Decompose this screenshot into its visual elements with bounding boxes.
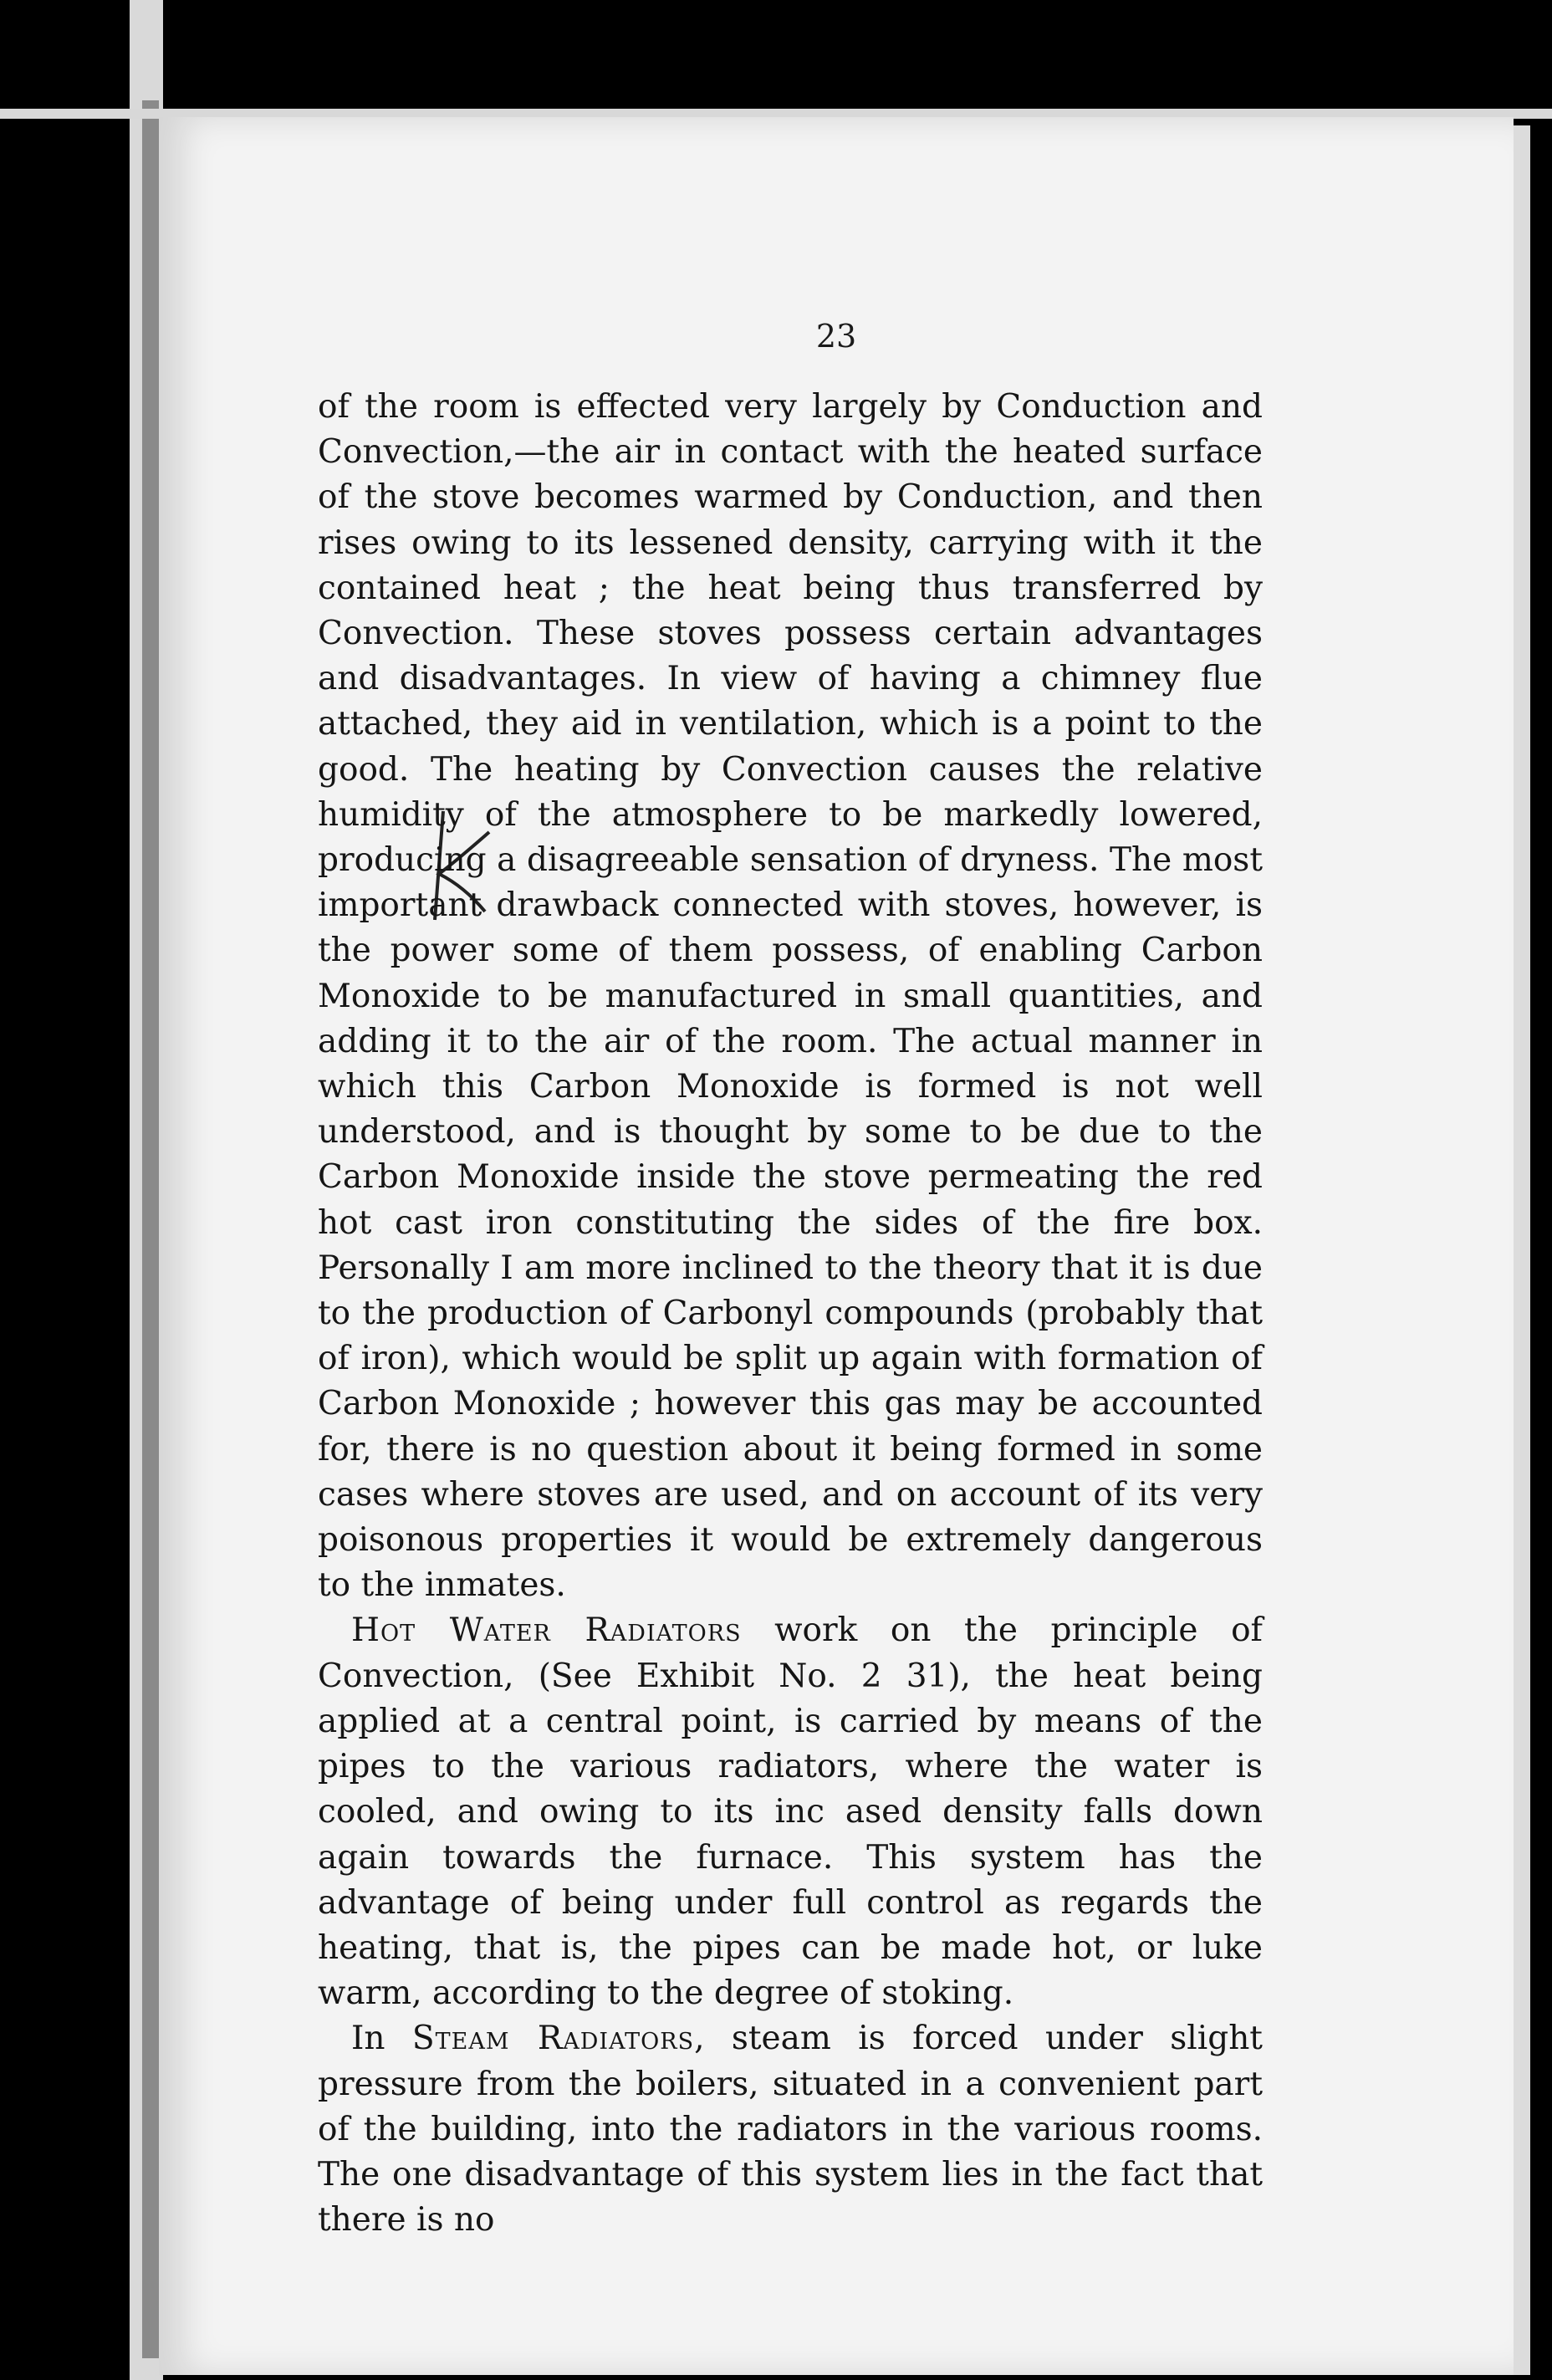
paragraph-text: , steam is forced under slight pressure from the boilers, situated in a convenient part of the building, into the radiators in the various rooms. The one disadvantage of this system lies in the fact that there is no — [318, 2020, 1263, 2240]
paragraph-prefix: In — [351, 2020, 412, 2058]
book-page — [159, 117, 1514, 2375]
paragraph-text: of the room is effected very largely by Conduction and Convection,—the air in contact with the heated surface of the stove becomes warmed by Conduction, and then rises owing to its lessened density, carrying with it the contained heat ; the heat being thus transferred by Convection. These stoves possess certain advantages and disadvantages. In view of having a chimney flue attached, they aid in ventilation, which is a point to the good. The heating by Convection causes the relative humidity of the atmosphere to be markedly lowered, producing a disagreeable sensation of dryness. The most important drawback connected with stoves, however, is the power some of them possess, of enabling Carbon Monoxide to be manufactured in small quantities, and adding it to the air of the room. The actual manner in which this Carbon Monoxide is formed is not well understood, and is thought by some to be due to the Carbon Monoxide inside the stove permeating the red hot cast iron constituting the sides of the fire box. Personally I am more inclined to the theory that it is due to the production of Carbonyl compounds (probably that of iron), which would be split up again with formation of Carbon Monoxide ; however this gas may be accounted for, there is no question about it being formed in some cases where stoves are used, and on account of its very poisonous properties it would be extremely dangerous to the inmates. — [318, 388, 1263, 1605]
paragraph-hot-water-radiators — [318, 1608, 1263, 2016]
page-number: 23 — [815, 318, 857, 355]
paragraph-text: work on the principle of Convection, (See Exhibit No. 2 31), the heat being applied at a central point, is carried by means of the pipes to the various radiators, where the water is cooled, and owing to its inc ased density falls down again towards the furnace. This system has the advantage of being under full control as regards the heating, that is, the pipes can be made hot, or luke warm, according to the degree of stoking. — [318, 1611, 1263, 2013]
paragraph-stoves — [318, 385, 1263, 1608]
paragraph-heading: Hot Water Radiators — [351, 1611, 742, 1650]
paragraph-steam-radiators — [318, 2016, 1263, 2243]
paragraph-heading: Steam Radiators — [411, 2020, 695, 2058]
body-text — [318, 385, 1263, 2243]
